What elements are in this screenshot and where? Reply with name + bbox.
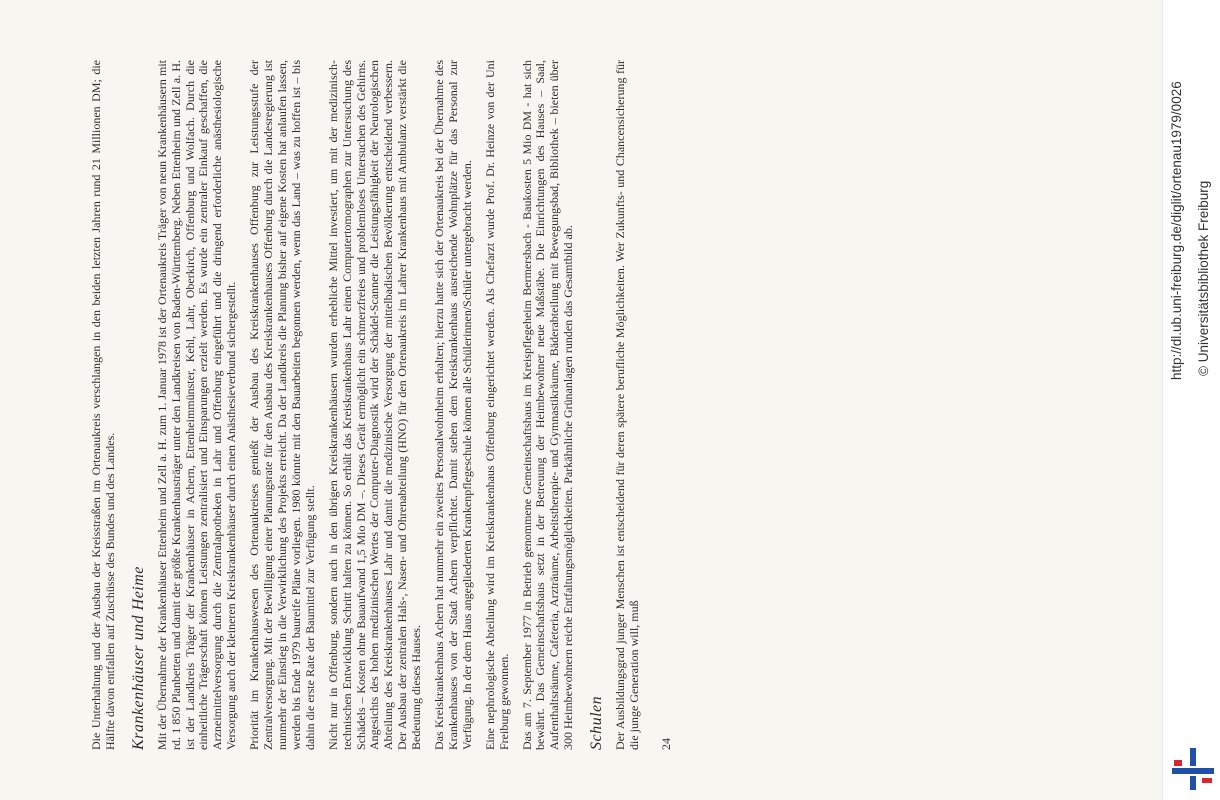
logo-bar-red xyxy=(1202,778,1212,783)
paragraph: Priorität im Krankenhauswesen des Ortenaukreises genießt der Ausbau des Kreiskrankenhauses Offenburg zur Leistungsstufe der Zentralversorgung. Mit der Bewilligung einer Planungsrate für den Ausbau des Kreiskrankenhauses Offenburg durch die Landesregierung ist nunmehr der Einstieg in die Verwirklichung des Projekts erreicht. Da der Landkreis die Planung bisher auf eigene Kosten hat anlaufen lassen, werden bis Ende 1979 baureife Pläne vorliegen. 1980 könnte mit den Bauarbeiten begonnen werden, wenn das Land – was zu hoffen ist – bis dahin die erste Rate der Baumittel zur Verfügung stellt. xyxy=(247,60,317,750)
paragraph: Nicht nur in Offenburg, sondern auch in den übrigen Kreiskrankenhäusern wurden erhebliche Mittel investiert, um mit der medizinisch-technischen Entwicklung Schritt halten zu können. So erhält das Kreiskrankenhaus Lahr einen Computertomographen zur Untersuchung des Schädels – Kosten ohne Bauaufwand 1,5 Mio DM –. Dieses Gerät ermöglicht ein schmerzfreies und problemloses Untersuchen des Gehirns. Angesichts des hohen medizinischen Wertes der Computer-Diagnostik wird der Schädel-Scanner die Leistungsfähigkeit der Neurologischen Abteilung des Kreiskrankenhauses Lahr und damit die medizinische Versorgung der mittelbadischen Bevölkerung entscheidend verbessern. Der Ausbau der zentralen Hals-, Nasen- und Ohrenabteilung (HNO) für den Ortenaukreis im Lahrer Krankenhaus mit Ambulanz verstärkt die Bedeutung dieses Hauses. xyxy=(325,60,424,750)
logo-bar-blue-bottom xyxy=(1190,776,1196,790)
intro-paragraph: Die Unterhaltung und der Ausbau der Kreisstraßen im Ortenaukreis verschlangen in den beiden letzten Jahren rund 21 Millionen DM; die Hälfte davon entfallen auf Zuschüsse des Bundes und des Landes. xyxy=(89,60,117,750)
logo-bar-red xyxy=(1174,760,1182,766)
page-number: 24 xyxy=(658,738,673,750)
permalink-url[interactable]: http://dl.ub.uni-freiburg.de/diglit/ortenau1979/0026 xyxy=(1169,81,1184,380)
paragraph: Mit der Übernahme der Krankenhäuser Ettenheim und Zell a. H. zum 1. Januar 1978 ist der Ortenaukreis Träger von neun Krankenhäusern mit rd. 1 850 Planbetten und damit der größte Krankenhausträger unter den Landkreisen von Baden-Württemberg. Neben Ettenheim und Zell a. H. ist der Landkreis Träger der Krankenhäuser in Achern, Ettenheimmünster, Kehl, Lahr, Oberkirch, Offenburg und Wolfach. Durch die einheitliche Trägerschaft können Leistungen zentralisiert und Einsparungen erzielt werden. Es wurde ein zentraler Einkauf geschaffen, die Arzneimittelversorgung durch die Zentralapotheken in Lahr und Offenburg eingeführt und die dringend erforderliche anästhesiologische Versorgung auch der kleineren Kreiskrankenhäuser durch einen Anästhesieverbund sichergestellt. xyxy=(154,60,239,750)
section-heading-krankenhaeuser: Krankenhäuser und Heime xyxy=(129,566,147,750)
logo-bar-blue-left xyxy=(1172,768,1214,774)
copyright-notice: © Universitätsbibliothek Freiburg xyxy=(1196,180,1211,376)
paragraph: Das Kreiskrankenhaus Achern hat nunmehr ein zweites Personalwohnheim erhalten; hierzu hatte sich der Ortenaukreis bei der Übernahme des Krankenhauses von der Stadt Achern verpflichtet. Damit stehen dem Kreiskrankenhaus ausreichende Wohnplätze für das Personal zur Verfügung. In der dem Haus angegliederten Krankenpflegeschule können alle Schülerinnen/Schüler untergebracht werden. xyxy=(432,60,474,750)
paragraph: Der Ausbildungsgrad junger Menschen ist entscheidend für deren spätere berufliche Möglichkeiten. Wer Zukunfts- und Chancensicherung für die junge Generation will, muß xyxy=(613,60,641,750)
section-heading-schulen: Schulen xyxy=(588,695,606,750)
paragraph: Das am 7. September 1977 in Betrieb genommene Gemeinschaftshaus im Kreispflegeheim Bermersbach - Baukosten 5 Mio DM - hat sich bewährt. Das Gemeinschaftshaus setzt in der Betreuung der Heimbewohner neue Maßstäbe. Die Einrichtungen des Hauses – Saal, Aufenthaltsräume, Cafeteria, Arzträume, Arbeitstherapie- und Gymnastikräume, Bäderabteilung mit Bewegungsbad, Bibliothek – bieten über 300 Heimbewohnern reiche Entfaltungsmöglichkeiten. Parkähnliche Grünanlagen runden das Gesamtbild ab. xyxy=(519,60,576,750)
paragraph: Eine nephrologische Abteilung wird im Kreiskrankenhaus Offenburg eingerichtet werden. Als Chefarzt wurde Prof. Dr. Heinze von der Uni Freiburg gewonnen. xyxy=(482,60,511,750)
ub-freiburg-logo-icon xyxy=(1172,748,1214,790)
page-content xyxy=(90,60,1090,750)
logo-bar-blue-top xyxy=(1190,748,1196,766)
